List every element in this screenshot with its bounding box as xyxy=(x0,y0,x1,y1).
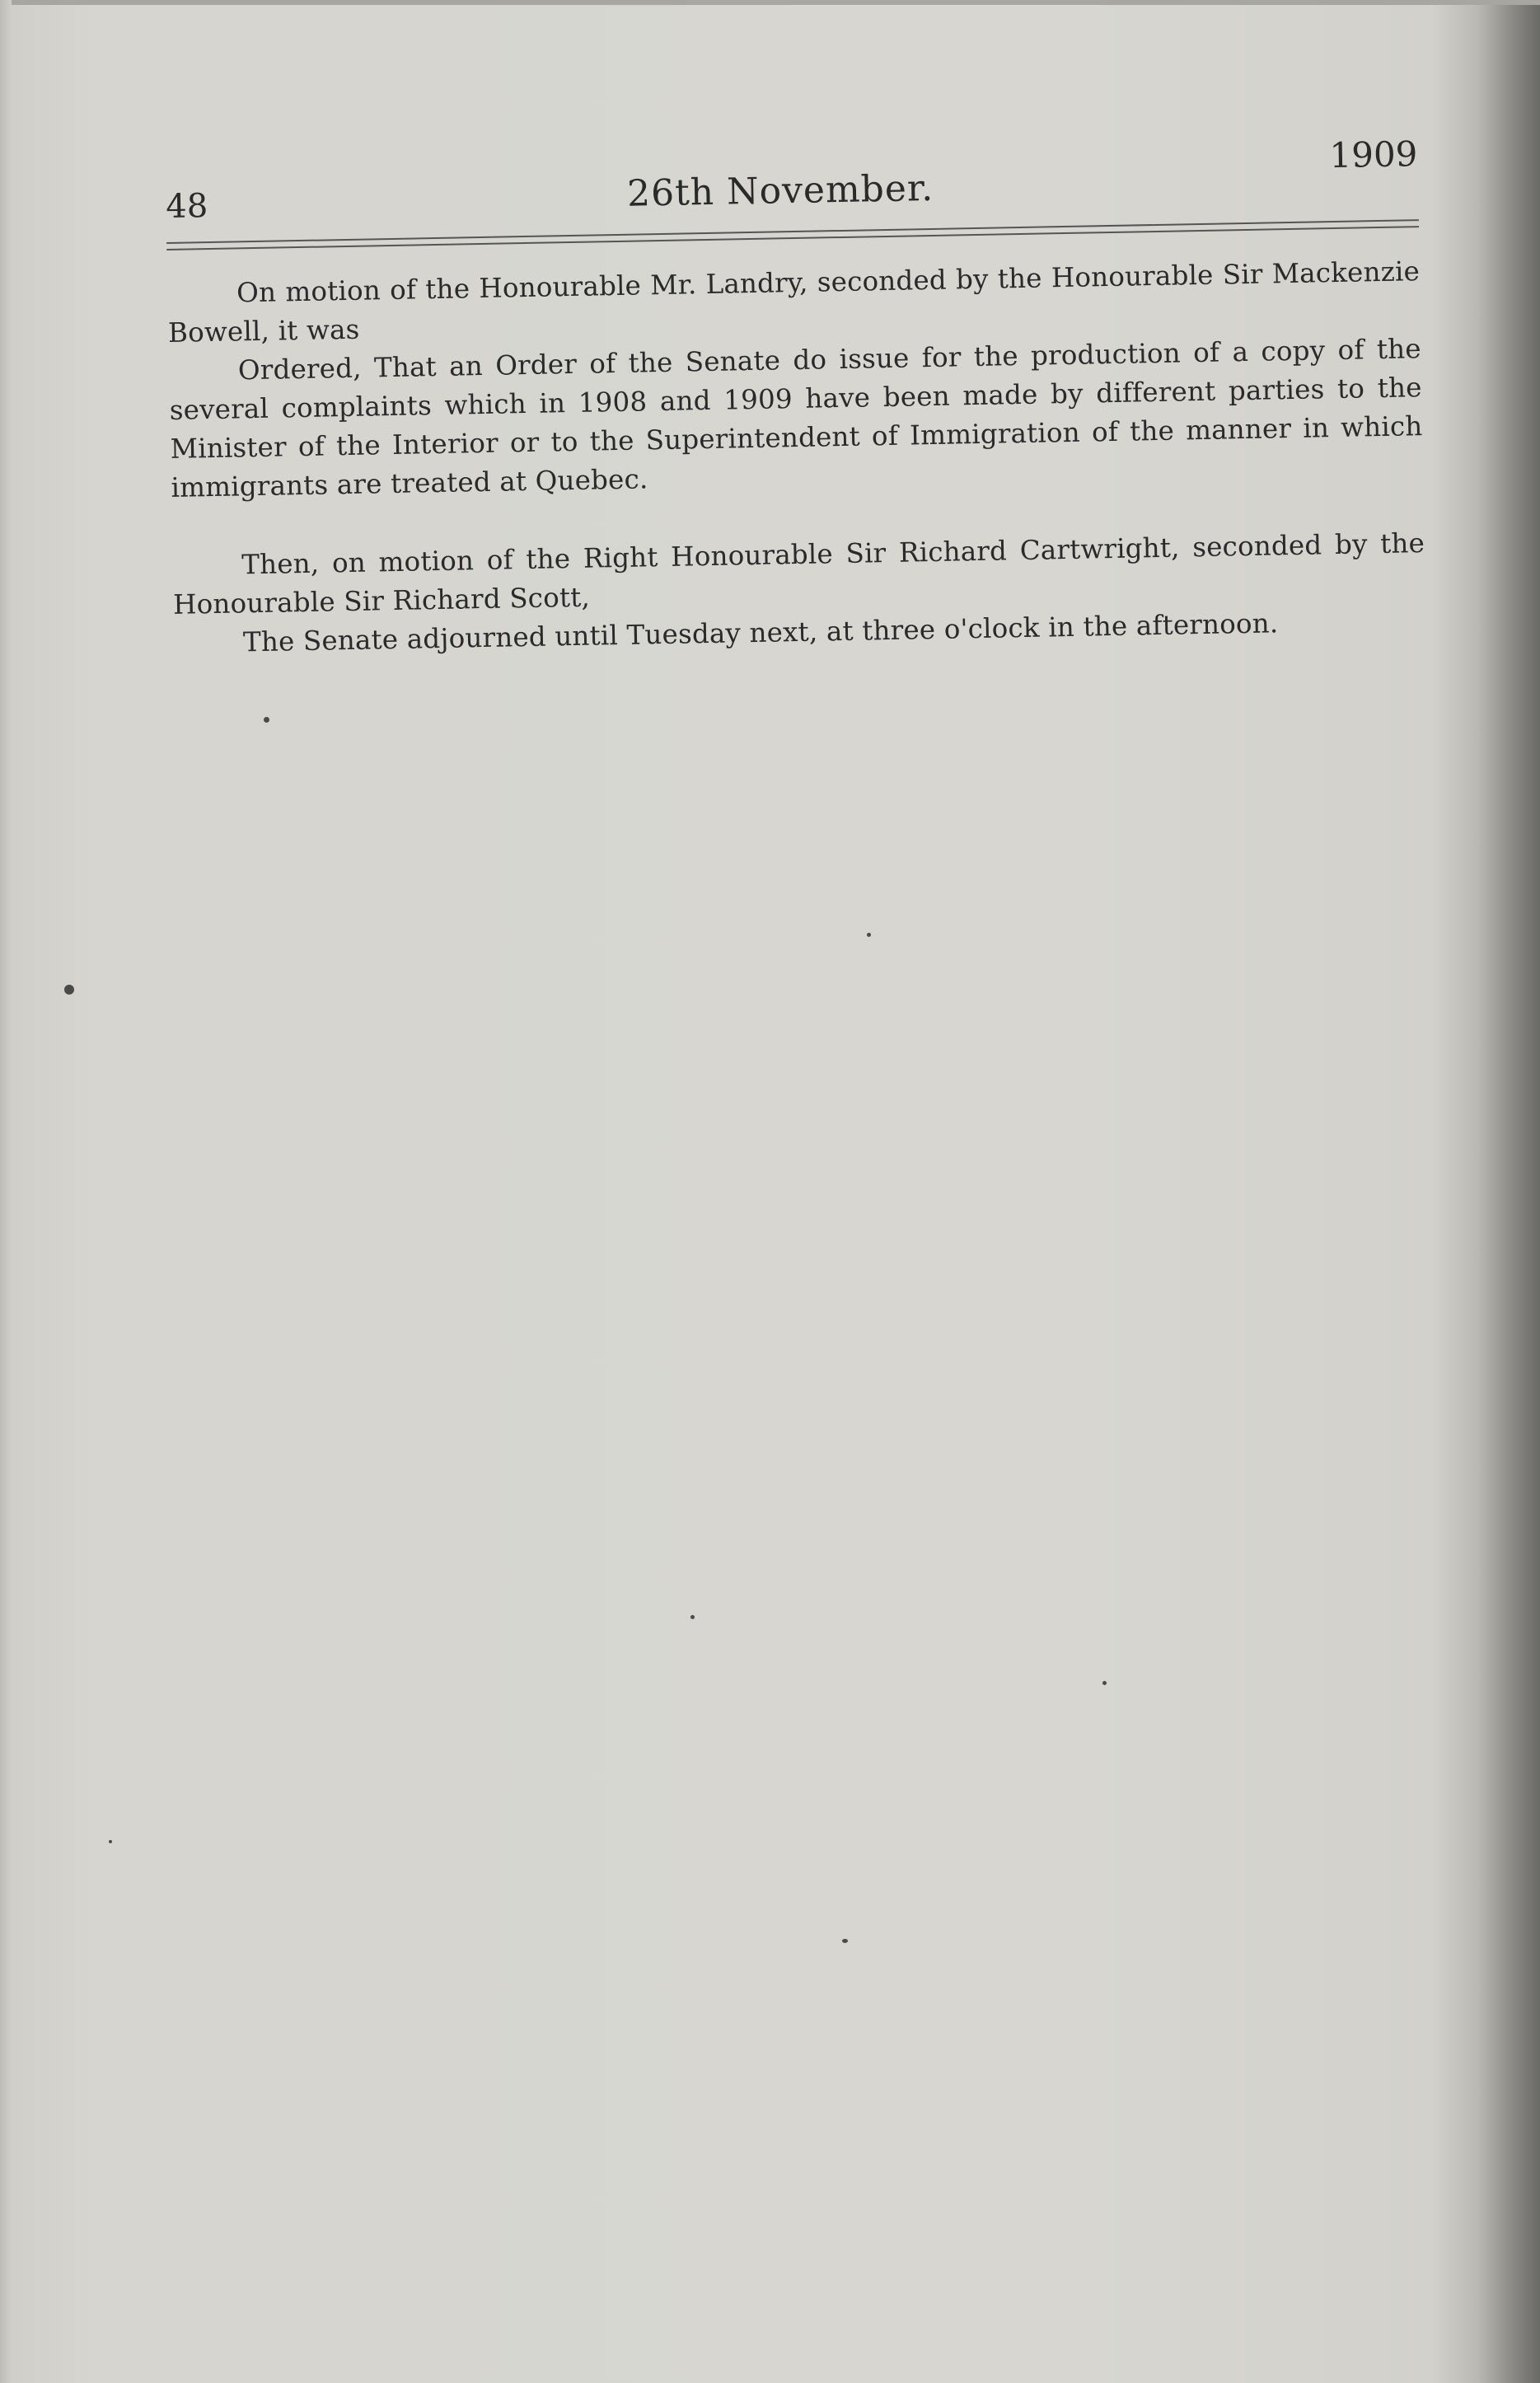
header-year: 1909 xyxy=(1329,133,1418,176)
motion-paragraph: On motion of the Honourable Mr. Landry, seconded by the Honourable Sir Mackenzie Bowell, it was xyxy=(167,255,1421,349)
paper-speck xyxy=(690,1615,695,1619)
adjournment-motion-paragraph: Then, on motion of the Right Honourable Sir Richard Cartwright, seconded by the Honourable Sir Richard Scott, xyxy=(172,527,1425,620)
paper-speck xyxy=(867,933,871,937)
journal-body xyxy=(167,252,1426,663)
page-content xyxy=(165,125,1426,663)
page-left-edge xyxy=(0,0,12,2383)
page-number: 48 xyxy=(165,187,208,226)
page-top-edge xyxy=(0,0,1540,5)
paper-speck xyxy=(1102,1681,1107,1685)
paper-speck xyxy=(264,717,269,723)
paper-speck xyxy=(109,1840,112,1843)
paper-speck xyxy=(842,1939,848,1943)
adjournment-paragraph: The Senate adjourned until Tuesday next, at three o'clock in the afternoon. xyxy=(242,607,1279,658)
header-date: 26th November. xyxy=(626,166,934,215)
order-paragraph: Ordered, That an Order of the Senate do issue for the production of a copy of the several complaints which in 1908 and 1909 have been made by different parties to the Minister of the Interior or to the Superintendent of Immigration of the manner in which immigrants are treated at Quebec. xyxy=(169,333,1423,503)
paper-speck xyxy=(64,985,74,995)
